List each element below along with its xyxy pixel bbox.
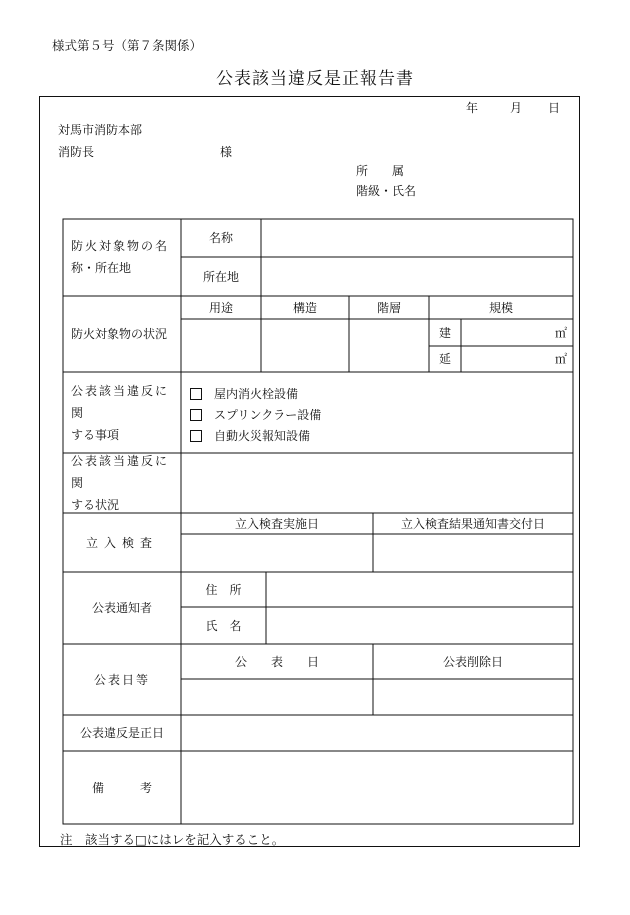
floors-header: 階層 [376, 300, 401, 315]
facility-address-label: 所在地 [202, 269, 239, 284]
notifier-name-label: 氏 名 [205, 618, 242, 633]
notifier-address-field[interactable] [266, 572, 573, 607]
document-title: 公表該当違反是正報告書 [216, 69, 414, 89]
total-floor-area-label: 延 [438, 352, 451, 366]
facility-name-address-label-line2: 称・所在地 [71, 261, 132, 275]
inspection-date-header: 立入検査実施日 [234, 516, 319, 531]
checklist-item-sprinkler[interactable] [190, 404, 321, 425]
building-area-label: 建 [438, 325, 451, 340]
building-area-unit: ㎡ [554, 325, 567, 340]
checklist-label-fire-alarm: 自動火災報知設備 [214, 429, 311, 443]
publication-removal-date-field[interactable] [373, 679, 573, 715]
violation-items-label [63, 372, 181, 453]
checkbox-fire-alarm[interactable] [190, 430, 202, 442]
scale-header: 規模 [488, 300, 513, 315]
checklist-item-indoor-hydrant[interactable] [190, 383, 321, 404]
total-floor-area-unit: ㎡ [554, 352, 567, 366]
use-header: 用途 [208, 300, 233, 315]
correction-date-label: 公表違反是正日 [79, 726, 164, 740]
publication-date-header: 公 表 日 [234, 654, 319, 669]
facility-status-label: 防火対象物の状況 [71, 327, 168, 341]
facility-name-address-label [63, 234, 181, 280]
structure-field[interactable] [261, 319, 349, 372]
remarks-label: 備 考 [91, 780, 152, 795]
facility-name-field[interactable] [261, 219, 573, 257]
use-field[interactable] [181, 319, 261, 372]
inspection-notice-date-header: 立入検査結果通知書交付日 [400, 516, 545, 531]
notifier-label: 公表通知者 [91, 601, 152, 615]
violation-items-label-line1: 公表該当違反に関 [71, 383, 170, 420]
checklist-label-sprinkler: スプリンクラー設備 [214, 408, 322, 422]
floors-field[interactable] [349, 319, 429, 372]
correction-date-field[interactable] [181, 715, 573, 751]
publication-removal-date-header: 公表削除日 [442, 654, 503, 669]
addressee-chief: 消防長 [58, 145, 95, 159]
structure-header: 構造 [292, 300, 317, 315]
notifier-address-label: 住 所 [205, 582, 242, 597]
date-year-label: 年 [466, 101, 479, 115]
remarks-field[interactable] [181, 751, 573, 824]
inspection-label: 立入検査 [85, 535, 158, 550]
form-number: 様式第５号（第７条関係） [52, 38, 203, 53]
building-area-field[interactable] [461, 319, 573, 346]
publication-date-field[interactable] [181, 679, 373, 715]
total-floor-area-field[interactable] [461, 346, 573, 372]
sender-rank-name-label: 階級・氏名 [356, 184, 417, 198]
facility-address-field[interactable] [261, 257, 573, 296]
violation-status-label-line2: する状況 [71, 498, 120, 512]
facility-name-address-label-line1: 防火対象物の名 [71, 239, 170, 253]
inspection-notice-date-field[interactable] [373, 534, 573, 572]
addressee-organization: 対馬市消防本部 [58, 123, 143, 137]
notifier-name-field[interactable] [266, 607, 573, 644]
footnote: 注 該当する□にはレを記入すること。 [60, 832, 285, 847]
violation-items-label-line2: する事項 [71, 427, 120, 442]
facility-name-label: 名称 [208, 231, 233, 245]
checkbox-sprinkler[interactable] [190, 409, 202, 421]
date-month-label: 月 [510, 101, 523, 115]
checklist-item-fire-alarm[interactable] [190, 425, 321, 446]
checkbox-indoor-hydrant[interactable] [190, 388, 202, 400]
violation-checklist [190, 383, 321, 446]
addressee-honorific: 様 [220, 145, 233, 159]
violation-status-label-line1: 公表該当違反に関 [71, 454, 170, 490]
date-day-label: 日 [548, 101, 561, 115]
publication-label: 公表日等 [93, 672, 150, 687]
violation-status-field[interactable] [181, 453, 573, 513]
sender-affiliation-label: 所 属 [356, 164, 405, 178]
checklist-label-indoor-hydrant: 屋内消火栓設備 [214, 387, 299, 401]
inspection-date-field[interactable] [181, 534, 373, 572]
violation-status-label [63, 453, 181, 513]
